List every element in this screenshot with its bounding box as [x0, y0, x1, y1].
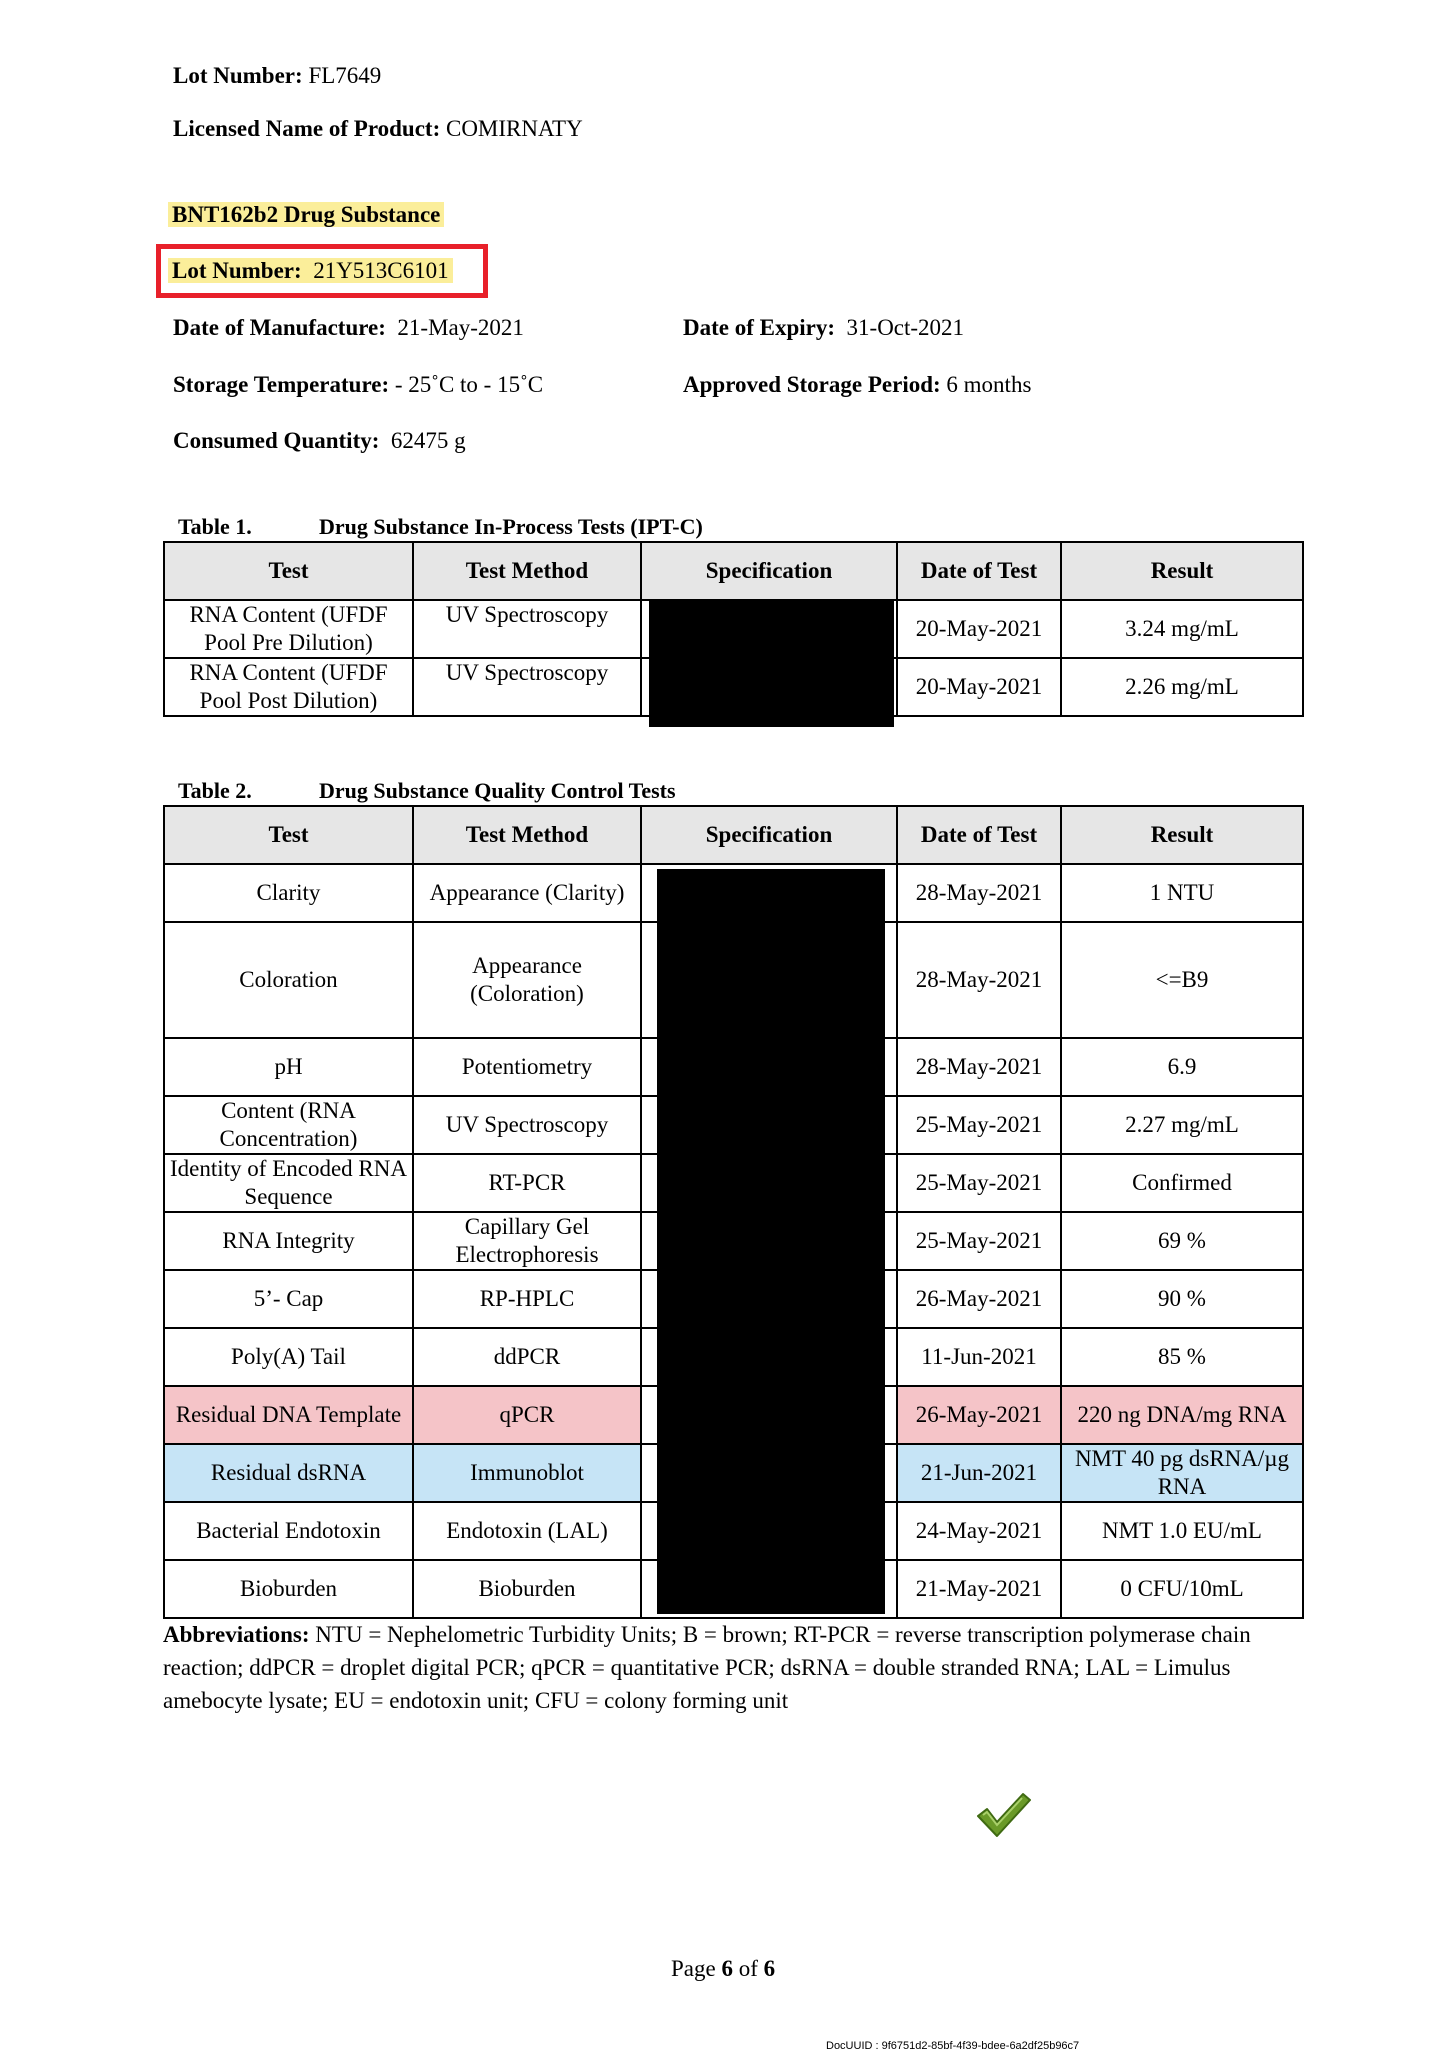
table2-cell-test: Clarity	[164, 864, 413, 922]
table2-cell-date: 25-May-2021	[897, 1096, 1061, 1154]
consumed-quantity-value: 62475 g	[390, 428, 466, 453]
table2-cell-method: qPCR	[413, 1386, 641, 1444]
table2-cell-result: Confirmed	[1061, 1154, 1303, 1212]
table2-cell-test: Content (RNA Concentration)	[164, 1096, 413, 1154]
product-name-value: COMIRNATY	[445, 116, 583, 141]
table2-cell-result: NMT 1.0 EU/mL	[1061, 1502, 1303, 1560]
table2-cell-method: RT-PCR	[413, 1154, 641, 1212]
page-prefix: Page	[671, 1956, 716, 1981]
drug-substance-title-text: BNT162b2 Drug Substance	[168, 202, 444, 227]
table2-cell-date: 24-May-2021	[897, 1502, 1061, 1560]
table2-header-specification: Specification	[641, 806, 897, 864]
table2-cell-method: Appearance (Clarity)	[413, 864, 641, 922]
table2-cell-date: 11-Jun-2021	[897, 1328, 1061, 1386]
table2-specification-redaction	[657, 869, 885, 1614]
table2-cell-method: Immunoblot	[413, 1444, 641, 1502]
product-name-line	[173, 116, 583, 142]
storage-temperature-line	[173, 372, 543, 398]
table2-cell-test: Residual dsRNA	[164, 1444, 413, 1502]
table2-cell-method: Capillary Gel Electrophoresis	[413, 1212, 641, 1270]
table2-cell-date: 21-May-2021	[897, 1560, 1061, 1618]
table1-specification-redaction	[649, 599, 894, 727]
table2-cell-date: 21-Jun-2021	[897, 1444, 1061, 1502]
abbreviations-text: NTU = Nephelometric Turbidity Units; B = brown; RT-PCR = reverse transcription polymerase chain reaction; ddPCR = droplet digital PCR; qPCR = quantitative PCR; dsRNA = double stranded RNA; LAL = Limulus amebocyte lysate; EU = endotoxin unit; CFU = colony forming unit	[163, 1622, 1251, 1713]
table2-cell-method: Appearance (Coloration)	[413, 922, 641, 1038]
table2-cell-result: 0 CFU/10mL	[1061, 1560, 1303, 1618]
table2-cell-date: 28-May-2021	[897, 864, 1061, 922]
table1-cell-result: 3.24 mg/mL	[1061, 600, 1303, 658]
table2-cell-method: RP-HPLC	[413, 1270, 641, 1328]
abbreviations-label: Abbreviations:	[163, 1622, 310, 1647]
table2-number: Table 2.	[178, 778, 252, 803]
page-current: 6	[721, 1956, 733, 1981]
table2-header-result: Result	[1061, 806, 1303, 864]
lot-number-value: FL7649	[308, 63, 382, 88]
manufacture-date-label: Date of Manufacture:	[173, 315, 386, 340]
table2-cell-result: 1 NTU	[1061, 864, 1303, 922]
table1-header-test: Test	[164, 542, 413, 600]
table2-cell-date: 26-May-2021	[897, 1270, 1061, 1328]
doc-uuid: DocUUID : 9f6751d2-85bf-4f39-bdee-6a2df25b96c7	[826, 2040, 1080, 2052]
expiry-date-label: Date of Expiry:	[683, 315, 836, 340]
table2-cell-result: 220 ng DNA/mg RNA	[1061, 1386, 1303, 1444]
page-of: of	[738, 1956, 758, 1981]
table2-header-row	[164, 806, 1303, 864]
table2-header-test: Test	[164, 806, 413, 864]
table2-cell-date: 25-May-2021	[897, 1154, 1061, 1212]
consumed-quantity-line	[173, 428, 466, 454]
table2-cell-date: 25-May-2021	[897, 1212, 1061, 1270]
table2-cell-test: Coloration	[164, 922, 413, 1038]
table2-cell-test: Bioburden	[164, 1560, 413, 1618]
table2-cell-result: 6.9	[1061, 1038, 1303, 1096]
table1-cell-test: RNA Content (UFDF Pool Post Dilution)	[164, 658, 413, 716]
lot-number-line	[173, 63, 381, 89]
table2-cell-date: 26-May-2021	[897, 1386, 1061, 1444]
product-name-label: Licensed Name of Product:	[173, 116, 441, 141]
table2-header-date: Date of Test	[897, 806, 1061, 864]
storage-temperature-value: - 25˚C to - 15˚C	[394, 372, 544, 397]
substance-lot-line	[168, 258, 453, 284]
table2-cell-result: 85 %	[1061, 1328, 1303, 1386]
table2-cell-date: 28-May-2021	[897, 1038, 1061, 1096]
table2-cell-test: RNA Integrity	[164, 1212, 413, 1270]
table2-cell-result: 69 %	[1061, 1212, 1303, 1270]
manufacture-date-value: 21-May-2021	[397, 315, 524, 340]
table1-header-result: Result	[1061, 542, 1303, 600]
table2-cell-result: 2.27 mg/mL	[1061, 1096, 1303, 1154]
table1-cell-date: 20-May-2021	[897, 600, 1061, 658]
table2-cell-test: 5’- Cap	[164, 1270, 413, 1328]
table2-cell-test: Residual DNA Template	[164, 1386, 413, 1444]
table2-header-method: Test Method	[413, 806, 641, 864]
table2-cell-test: Poly(A) Tail	[164, 1328, 413, 1386]
substance-lot-label: Lot Number:	[172, 258, 302, 283]
table1-cell-result: 2.26 mg/mL	[1061, 658, 1303, 716]
manufacture-date-line	[173, 315, 524, 341]
page-total: 6	[763, 1956, 776, 1981]
storage-period-line	[683, 372, 1031, 398]
table2-cell-date: 28-May-2021	[897, 922, 1061, 1038]
table2-cell-method: Bioburden	[413, 1560, 641, 1618]
table1-header-method: Test Method	[413, 542, 641, 600]
table2-cell-method: ddPCR	[413, 1328, 641, 1386]
consumed-quantity-label: Consumed Quantity:	[173, 428, 380, 453]
table2-cell-method: Potentiometry	[413, 1038, 641, 1096]
abbreviations-note	[163, 1618, 1313, 1717]
table2-cell-method: Endotoxin (LAL)	[413, 1502, 641, 1560]
table2-cell-result: 90 %	[1061, 1270, 1303, 1328]
substance-lot-value: 21Y513C6101	[313, 258, 449, 283]
table1-header-date: Date of Test	[897, 542, 1061, 600]
table2-cell-test: Bacterial Endotoxin	[164, 1502, 413, 1560]
table1-cell-test: RNA Content (UFDF Pool Pre Dilution)	[164, 600, 413, 658]
table1-title: Drug Substance In-Process Tests (IPT-C)	[319, 514, 703, 539]
storage-period-value: 6 months	[946, 372, 1032, 397]
expiry-date-value: 31-Oct-2021	[846, 315, 965, 340]
table2-cell-result: NMT 40 pg dsRNA/µg RNA	[1061, 1444, 1303, 1502]
table2-cell-test: pH	[164, 1038, 413, 1096]
table1-cell-date: 20-May-2021	[897, 658, 1061, 716]
storage-temperature-label: Storage Temperature:	[173, 372, 390, 397]
table1-cell-method: UV Spectroscopy	[413, 600, 641, 658]
table1-header-specification: Specification	[641, 542, 897, 600]
checkmark-icon	[975, 1790, 1033, 1840]
drug-substance-title	[168, 202, 444, 228]
table2-title: Drug Substance Quality Control Tests	[319, 778, 676, 803]
page-number	[671, 1956, 775, 1982]
storage-period-label: Approved Storage Period:	[683, 372, 941, 397]
table1-cell-method: UV Spectroscopy	[413, 658, 641, 716]
table2-cell-method: UV Spectroscopy	[413, 1096, 641, 1154]
expiry-date-line	[683, 315, 964, 341]
table2-cell-result: <=B9	[1061, 922, 1303, 1038]
table1-header-row	[164, 542, 1303, 600]
table2-cell-test: Identity of Encoded RNA Sequence	[164, 1154, 413, 1212]
lot-number-label: Lot Number:	[173, 63, 303, 88]
table1-number: Table 1.	[178, 514, 252, 539]
